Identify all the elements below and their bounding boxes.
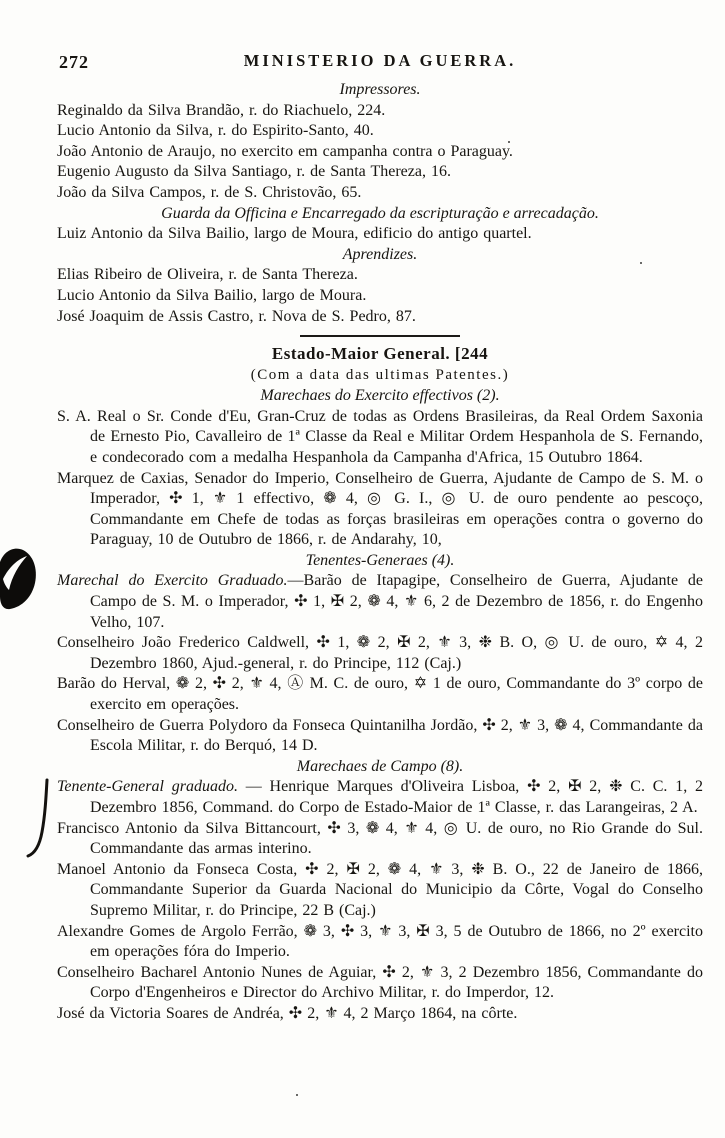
list-item: Lucio Antonio da Silva Bailio, largo de Moura.: [57, 286, 367, 304]
officer-entry-text: Conselheiro de Guerra Polydoro da Fonseca Quintanilha Jordão, ✣ 2, ⚜ 3, ❁ 4, Commandante da Escola Militar, r. do Berquó, 14 D.: [57, 716, 703, 755]
list-item: Elias Ribeiro de Oliveira, r. de Santa Thereza.: [57, 266, 358, 284]
rank-heading-marechaes-effectivos: Marechaes do Exercito effectivos (2).: [260, 387, 500, 405]
section-heading-guarda: Guarda da Officina e Encarregado da escripturação e arrecadação.: [161, 204, 599, 222]
officer-entry-text: Alexandre Gomes de Argolo Ferrão, ❁ 3, ✣ 3, ⚜ 3, ✠ 3, 5 de Outubro de 1866, no 2º exercito em operações fóra do Imperio.: [57, 922, 703, 961]
officer-entry: [57, 633, 703, 674]
officer-entry-text: S. A. Real o Sr. Conde d'Eu, Gran-Cruz de todas as Ordens Brasileiras, da Real Ordem Saxonia de Ernesto Pio, Cavalleiro de 1ª Classe da Real e Militar Ordem Hespanhola de S. Fernando, e condecorado com a medalha Hespanhola da Campanha d'Africa, 15 Outubro 1864.: [57, 407, 703, 466]
ink-speck: [296, 1094, 298, 1096]
list-item: Lucio Antonio da Silva, r. do Espirito-Santo, 40.: [57, 122, 374, 140]
page-header: [57, 48, 703, 76]
section-divider: [300, 335, 460, 337]
officer-entry-lead: Marechal do Exercito Graduado.: [57, 572, 288, 590]
page-content: [57, 48, 703, 1025]
officer-entry: [57, 1004, 703, 1025]
rank-heading-marechaes-campo: Marechaes de Campo (8).: [296, 757, 464, 775]
list-item: Eugenio Augusto da Silva Santiago, r. de Santa Thereza, 16.: [57, 163, 451, 181]
list-item: Luiz Antonio da Silva Bailio, largo de Moura, edificio do antigo quartel.: [57, 225, 532, 243]
list-item: Reginaldo da Silva Brandão, r. do Riachuelo, 224.: [57, 101, 386, 119]
officer-entry: [57, 571, 703, 633]
pen-mark-artifact: [24, 778, 52, 860]
officer-entry-text: José da Victoria Soares de Andréa, ✣ 2, ⚜ 4, 2 Março 1864, na côrte.: [57, 1004, 518, 1022]
officer-entry-text: Barão do Herval, ❁ 2, ✣ 2, ⚜ 4, Ⓐ M. C. de ouro, ✡ 1 de ouro, Commandante do 3º corpo de exercito em operações.: [57, 675, 703, 714]
officer-entry-text: —Barão de Itapagipe, Conselheiro de Guerra, Ajudante de Campo de S. M. o Imperador, ✣ 1, ✠ 2, ❁ 4, ⚜ 6, 2 de Dezembro de 1856, r. do Engenho Velho, 107.: [90, 572, 704, 631]
section-subtitle-patentes: (Com a data das ultimas Patentes.): [250, 367, 510, 384]
rank-heading-tenentes-generaes: Tenentes-Generaes (4).: [305, 551, 455, 569]
officer-entry: [57, 963, 703, 1004]
officer-entry: [57, 777, 703, 818]
officer-entry-lead: Tenente-General graduado.: [57, 778, 238, 796]
ink-blot-artifact: [0, 546, 40, 614]
officer-entry-text: Conselheiro Bacharel Antonio Nunes de Aguiar, ✣ 2, ⚜ 3, 2 Dezembro 1856, Commandante do Corpo d'Engenheiros e Director do Archivo Militar, r. do Imperdor, 12.: [57, 963, 703, 1002]
page-title: MINISTERIO DA GUERRA.: [243, 51, 517, 70]
section-heading-aprendizes: Aprendizes.: [342, 245, 418, 263]
officer-entry: [57, 922, 703, 963]
officer-entry-text: — Henrique Marques d'Oliveira Lisboa, ✣ 2, ✠ 2, ❉ C. C. 1, 2 Dezembro 1856, Command. do Corpo de Estado-Maior de 1ª Classe, r. das Larangeiras, 2 A.: [90, 778, 703, 816]
officer-entry: [57, 716, 703, 757]
officer-entry-text: Francisco Antonio da Silva Bittancourt, ✣ 3, ❁ 4, ⚜ 4, ◎ U. de ouro, no Rio Grande do Sul. Commandante das armas interino.: [57, 819, 703, 858]
list-item: João da Silva Campos, r. de S. Christovão, 65.: [57, 183, 362, 201]
list-item: José Joaquim de Assis Castro, r. Nova de S. Pedro, 87.: [57, 307, 416, 325]
officer-entry: [57, 469, 703, 551]
page-number: 272: [59, 52, 89, 72]
officer-entry-text: Marquez de Caxias, Senador do Imperio, Conselheiro de Guerra, Ajudante de Campo de S. M. o Imperador, ✣ 1, ⚜ 1 effectivo, ❁ 4, ◎ G. I., ◎ U. de ouro pendente ao pescoço, Commandante em Chefe de todas as forças brasileiras em operações contra o governo do Paraguay, 10 de Outubro de 1866, r. de Andarahy, 10,: [57, 469, 703, 549]
officer-entry: [57, 860, 703, 922]
officer-entry-text: Manoel Antonio da Fonseca Costa, ✣ 2, ✠ 2, ❁ 4, ⚜ 3, ❉ B. O., 22 de Janeiro de 1866, Commandante Superior da Guarda Nacional do Municipio da Côrte, Vogal do Conselho Supremo Militar, r. do Principe, 22 B (Caj.): [57, 860, 703, 919]
list-item: João Antonio de Araujo, no exercito em campanha contra o Paraguay.: [57, 142, 513, 160]
officer-entry: [57, 819, 703, 860]
officer-entry: [57, 407, 703, 469]
section-title-estado-maior: Estado-Maior General. [244: [271, 344, 489, 364]
section-heading-impressores: Impressores.: [339, 81, 421, 98]
officer-entry-text: Conselheiro João Frederico Caldwell, ✣ 1, ❁ 2, ✠ 2, ⚜ 3, ❉ B. O, ◎ U. de ouro, ✡ 4, 2 Dezembro 1860, Ajud.-general, r. do Principe, 112 (Caj.): [57, 634, 703, 672]
officer-entry: [57, 674, 703, 715]
